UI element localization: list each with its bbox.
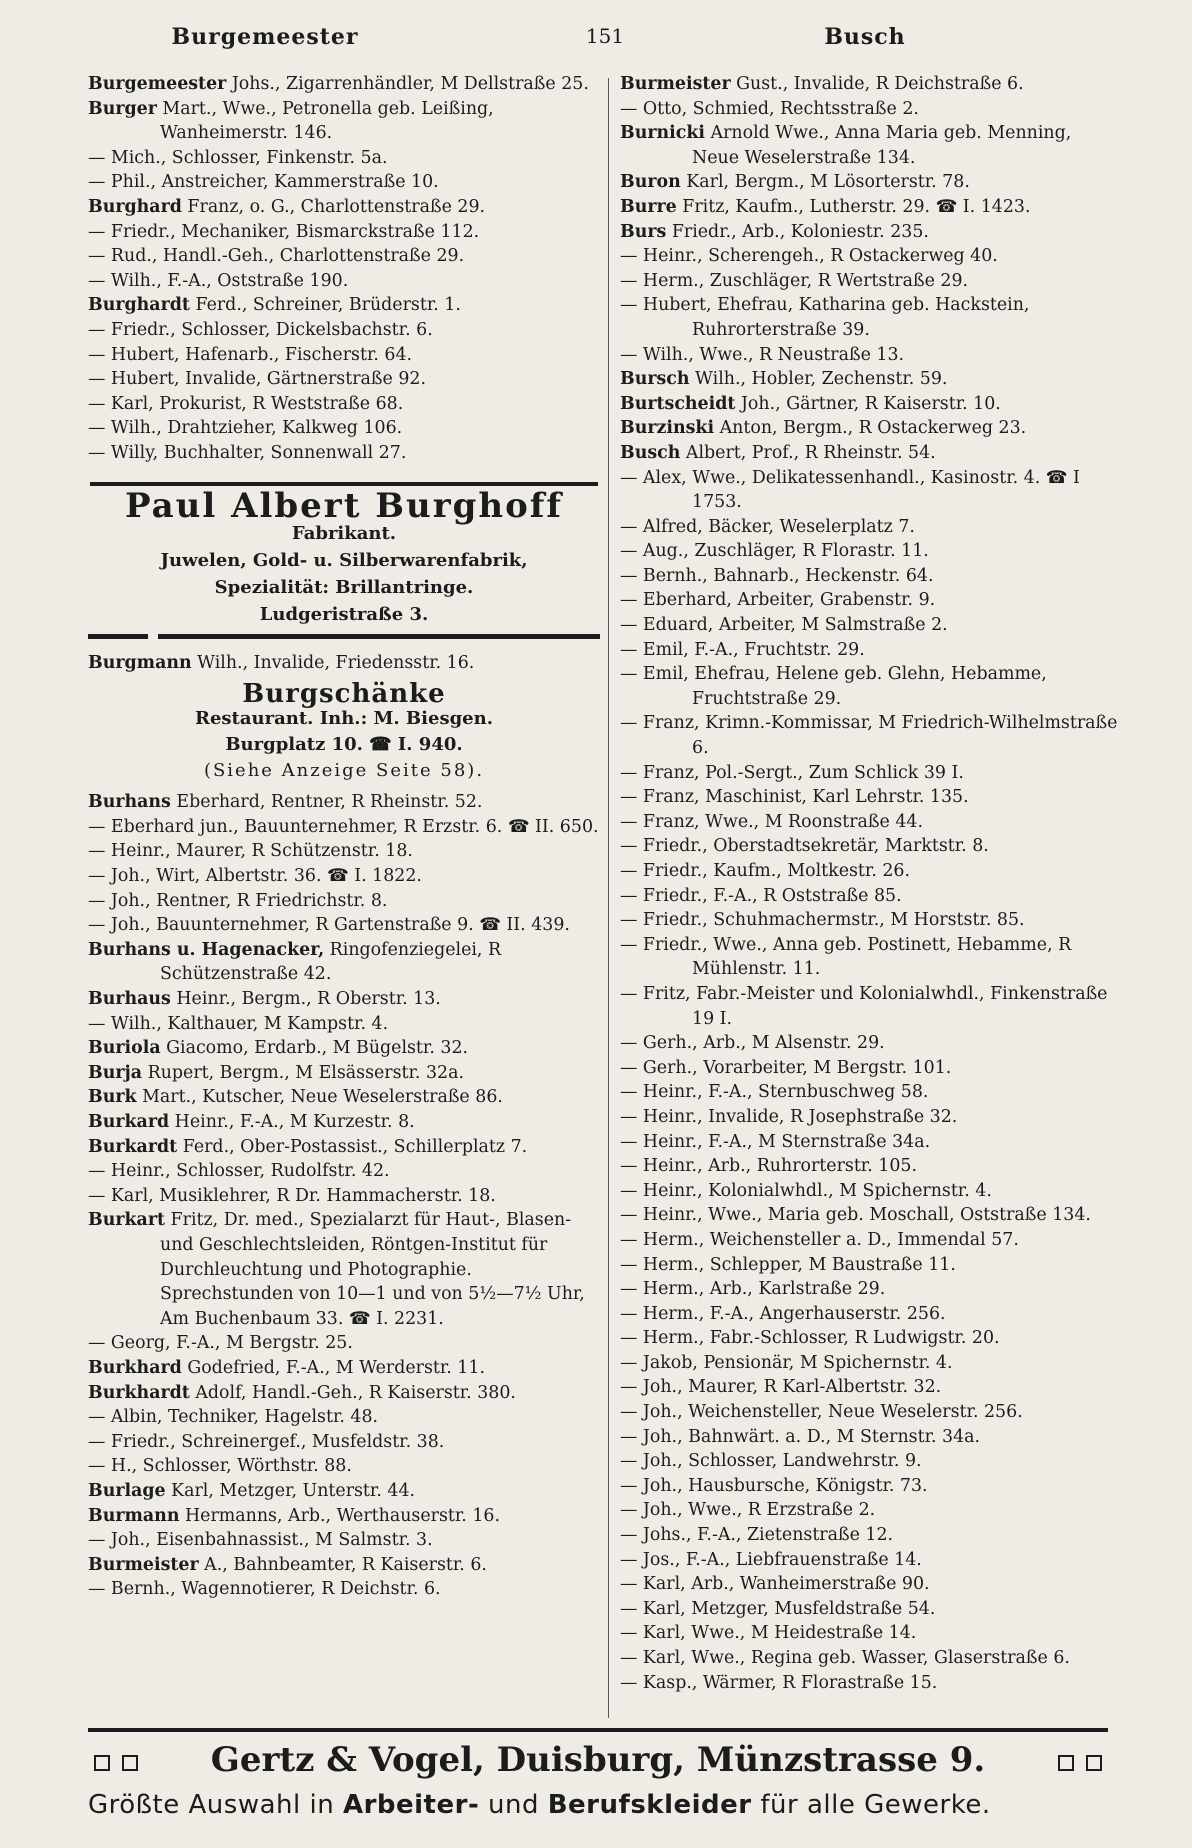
directory-entry xyxy=(88,1159,600,1184)
directory-entry xyxy=(88,1577,600,1602)
directory-entry xyxy=(88,839,600,864)
directory-entry xyxy=(620,859,1120,884)
entry-details: Karl, Bergm., M Lösorterstr. 78. xyxy=(680,172,970,193)
entry-details: — Friedr., Schlosser, Dickelsbachstr. 6. xyxy=(88,319,433,340)
directory-entry xyxy=(88,1553,600,1578)
directory-entry xyxy=(88,1479,600,1504)
directory-entry xyxy=(620,1375,1120,1400)
footer-text-d: Berufskleider xyxy=(547,1790,752,1820)
entry-details: — Joh., Schlosser, Landwehrstr. 9. xyxy=(620,1451,922,1472)
entry-details: Joh., Gärtner, R Kaiserstr. 10. xyxy=(735,393,1001,414)
square-icon xyxy=(94,1755,110,1771)
directory-entry xyxy=(620,1351,1120,1376)
entry-details: — H., Schlosser, Wörthstr. 88. xyxy=(88,1456,352,1477)
burghoff-advertisement xyxy=(88,482,600,640)
directory-entry xyxy=(620,884,1120,909)
directory-entry xyxy=(88,1085,600,1110)
entry-details: — Herm., F.-A., Angerhauserstr. 256. xyxy=(620,1303,946,1324)
entry-details: — Friedr., F.-A., R Oststraße 85. xyxy=(620,885,902,906)
directory-entry xyxy=(620,638,1120,663)
entry-details: — Franz, Krimn.-Kommissar, M Friedrich-Wilhelmstraße 6. xyxy=(620,713,1118,759)
entry-details: — Georg, F.-A., M Bergstr. 25. xyxy=(88,1333,353,1354)
entry-details: Eberhard, Rentner, R Rheinstr. 52. xyxy=(170,792,483,813)
entry-details: — Friedr., Wwe., Anna geb. Postinett, Hebamme, R Mühlenstr. 11. xyxy=(620,934,1072,980)
entry-details: Wilh., Hobler, Zechenstr. 59. xyxy=(689,369,948,390)
entry-details: — Herm., Zuschläger, R Wertstraße 29. xyxy=(620,270,969,291)
burgschaenke-title: Burgschänke xyxy=(242,678,446,709)
entry-details: Heinr., Bergm., R Oberstr. 13. xyxy=(170,989,441,1010)
directory-entry xyxy=(88,1184,600,1209)
entry-details: — Albin, Techniker, Hagelstr. 48. xyxy=(88,1407,379,1428)
directory-entry xyxy=(620,613,1120,638)
directory-entry xyxy=(620,1302,1120,1327)
square-icon xyxy=(1058,1755,1074,1771)
entry-details: Rupert, Bergm., M Elsässerstr. 32a. xyxy=(142,1062,465,1083)
directory-entry xyxy=(620,908,1120,933)
directory-entry xyxy=(88,913,600,938)
directory-entry xyxy=(620,810,1120,835)
directory-entry xyxy=(620,293,1120,342)
directory-entry xyxy=(88,1356,600,1381)
directory-entry xyxy=(88,269,600,294)
entry-details: Mart., Kutscher, Neue Weselerstraße 86. xyxy=(136,1087,503,1108)
entry-details: — Friedr., Mechaniker, Bismarckstraße 112. xyxy=(88,221,480,242)
entry-details: — Fritz, Fabr.-Meister und Kolonialwhdl., Finkenstraße 19 I. xyxy=(620,983,1108,1029)
entry-surname: Burkhardt xyxy=(88,1382,190,1403)
entry-details: — Heinr., F.-A., Sternbuschweg 58. xyxy=(620,1082,929,1103)
entry-details: — Herm., Weichensteller a. D., Immendal 57. xyxy=(620,1229,1019,1250)
footer-rule xyxy=(88,1728,1108,1732)
directory-entry xyxy=(88,889,600,914)
entry-details: Hermanns, Arb., Werthauserstr. 16. xyxy=(179,1505,500,1526)
entry-details: Godefried, F.-A., M Werderstr. 11. xyxy=(181,1357,485,1378)
entry-details: — Aug., Zuschläger, R Florastr. 11. xyxy=(620,541,929,562)
entry-details: — Franz, Wwe., M Roonstraße 44. xyxy=(620,811,923,832)
ad-top-rule xyxy=(90,482,598,486)
directory-entry xyxy=(88,220,600,245)
directory-entry xyxy=(88,1036,600,1061)
entry-surname: Burja xyxy=(88,1062,143,1083)
directory-entry xyxy=(620,761,1120,786)
right-column xyxy=(620,72,1120,1695)
entry-details: Johs., Zigarrenhändler, M Dellstraße 25. xyxy=(226,74,589,94)
entry-details: — Hubert, Hafenarb., Fischerstr. 64. xyxy=(88,344,413,365)
entry-surname: Bursch xyxy=(620,369,690,390)
entry-details: — Friedr., Oberstadtsekretär, Marktstr. 8. xyxy=(620,836,989,857)
entry-details: — Heinr., Maurer, R Schützenstr. 18. xyxy=(88,841,413,862)
directory-entry xyxy=(620,220,1120,245)
ad-line-address: Ludgeristraße 3. xyxy=(259,604,429,626)
entry-surname: Burkard xyxy=(88,1112,170,1132)
directory-entry xyxy=(88,1454,600,1479)
entry-surname: Burre xyxy=(620,196,677,217)
ad-bottom-rule xyxy=(88,634,600,639)
directory-entry xyxy=(620,1031,1120,1056)
directory-entry xyxy=(620,539,1120,564)
directory-entry xyxy=(620,1179,1120,1204)
entry-details: — Bernh., Bahnarb., Heckenstr. 64. xyxy=(620,565,934,586)
left-entries-2 xyxy=(88,651,600,676)
entry-surname: Buron xyxy=(620,172,681,193)
directory-entry xyxy=(88,146,600,171)
header-right-keyword: Busch xyxy=(824,24,906,50)
entry-details: Fritz, Kaufm., Lutherstr. 29. ☎ I. 1423. xyxy=(676,196,1031,217)
entry-details: — Wilh., Drahtzieher, Kalkweg 106. xyxy=(88,418,403,439)
entry-details: Heinr., F.-A., M Kurzestr. 8. xyxy=(169,1112,415,1132)
entry-details: — Franz, Maschinist, Karl Lehrstr. 135. xyxy=(620,787,969,808)
entry-details: — Gerh., Vorarbeiter, M Bergstr. 101. xyxy=(620,1057,952,1078)
entry-details: A., Bahnbeamter, R Kaiserstr. 6. xyxy=(198,1554,487,1575)
entry-details: — Herm., Fabr.-Schlosser, R Ludwigstr. 20. xyxy=(620,1328,1000,1349)
entry-details: — Willy, Buchhalter, Sonnenwall 27. xyxy=(88,442,407,463)
entry-details: Friedr., Arb., Koloniestr. 235. xyxy=(666,221,929,242)
directory-entry xyxy=(620,392,1120,417)
directory-entry xyxy=(620,1400,1120,1425)
entry-details: — Joh., Bauunternehmer, R Gartenstraße 9. ☎ II. 439. xyxy=(88,915,570,936)
entry-details: — Karl, Metzger, Musfeldstraße 54. xyxy=(620,1598,936,1619)
entry-details: — Jakob, Pensionär, M Spichernstr. 4. xyxy=(620,1352,953,1373)
directory-entry xyxy=(88,1430,600,1455)
directory-entry xyxy=(88,392,600,417)
directory-entry xyxy=(620,1154,1120,1179)
left-column xyxy=(88,72,600,1602)
entry-surname: Burmeister xyxy=(88,1554,199,1575)
directory-entry xyxy=(88,1331,600,1356)
directory-entry xyxy=(620,1080,1120,1105)
directory-entry xyxy=(88,195,600,220)
entry-surname: Burger xyxy=(88,98,157,119)
directory-entry xyxy=(620,1228,1120,1253)
entry-surname: Buriola xyxy=(88,1038,161,1059)
directory-entry xyxy=(620,1253,1120,1278)
footer-company: Gertz & Vogel, Duisburg, Münzstrasse 9. xyxy=(210,1740,986,1780)
entry-details: — Friedr., Schreinergef., Musfeldstr. 38. xyxy=(88,1431,445,1452)
directory-entry xyxy=(88,815,600,840)
directory-entry xyxy=(88,318,600,343)
directory-entry xyxy=(620,1621,1120,1646)
directory-entry xyxy=(88,1061,600,1086)
directory-entry xyxy=(620,1056,1120,1081)
entry-details: — Karl, Arb., Wanheimerstraße 90. xyxy=(620,1574,930,1595)
directory-entry xyxy=(620,1597,1120,1622)
entry-details: — Wilh., Wwe., R Neustraße 13. xyxy=(620,344,905,365)
directory-entry xyxy=(88,1504,600,1529)
entry-details: — Phil., Anstreicher, Kammerstraße 10. xyxy=(88,172,439,193)
entry-details: — Mich., Schlosser, Finkenstr. 5a. xyxy=(88,147,388,168)
entry-details: — Eberhard jun., Bauunternehmer, R Erzstr. 6. ☎ II. 650. xyxy=(88,816,599,837)
directory-entry xyxy=(620,367,1120,392)
directory-entry xyxy=(620,1646,1120,1671)
footer-text-c: und xyxy=(488,1790,539,1820)
directory-entry xyxy=(620,244,1120,269)
directory-entry xyxy=(88,1135,600,1160)
entry-details: — Joh., Maurer, R Karl-Albertstr. 32. xyxy=(620,1377,942,1398)
entry-surname: Burghardt xyxy=(88,295,190,316)
directory-entry xyxy=(620,1671,1120,1696)
directory-entry xyxy=(620,343,1120,368)
entry-surname: Burhaus xyxy=(88,989,171,1010)
entry-details: Karl, Metzger, Unterstr. 44. xyxy=(165,1480,416,1501)
directory-entry xyxy=(620,195,1120,220)
directory-entry xyxy=(88,416,600,441)
entry-details: — Heinr., Kolonialwhdl., M Spichernstr. 4. xyxy=(620,1180,992,1201)
entry-details: — Hubert, Ehefrau, Katharina geb. Hackstein, Ruhrorterstraße 39. xyxy=(620,295,1030,340)
ad-line-business: Juwelen, Gold- u. Silberwarenfabrik, xyxy=(160,550,528,572)
entry-details: — Eduard, Arbeiter, M Salmstraße 2. xyxy=(620,615,948,636)
right-entries xyxy=(620,72,1120,1695)
entry-details: — Joh., Wirt, Albertstr. 36. ☎ I. 1822. xyxy=(88,866,422,887)
footer-advertisement xyxy=(88,1728,1108,1820)
entry-details: — Emil, F.-A., Fruchtstr. 29. xyxy=(620,639,865,660)
entry-surname: Busch xyxy=(620,442,681,463)
directory-entry xyxy=(88,244,600,269)
directory-entry xyxy=(620,170,1120,195)
entry-surname: Burgemeester xyxy=(88,74,227,94)
entry-details: — Joh., Eisenbahnassist., M Salmstr. 3. xyxy=(88,1530,433,1551)
entry-details: — Joh., Wwe., R Erzstraße 2. xyxy=(620,1500,876,1521)
directory-entry xyxy=(620,1548,1120,1573)
entry-surname: Burnicki xyxy=(620,123,706,144)
entry-details: Giacomo, Erdarb., M Bügelstr. 32. xyxy=(160,1038,469,1059)
burgschaenke-note: (Siehe Anzeige Seite 58). xyxy=(203,760,485,782)
entry-details: Ferd., Schreiner, Brüderstr. 1. xyxy=(189,295,461,316)
page-header xyxy=(0,20,1192,60)
entry-details: — Wilh., Kalthauer, M Kampstr. 4. xyxy=(88,1013,389,1034)
entry-surname: Burghard xyxy=(88,196,182,217)
entry-surname: Burmann xyxy=(88,1505,180,1526)
entry-surname: Burzinski xyxy=(620,418,715,439)
entry-surname: Burs xyxy=(620,221,667,242)
directory-entry xyxy=(620,1572,1120,1597)
directory-entry xyxy=(620,1523,1120,1548)
entry-details: — Otto, Schmied, Rechtsstraße 2. xyxy=(620,98,919,119)
directory-entry xyxy=(620,1474,1120,1499)
entry-details: — Heinr., Scherengeh., R Ostackerweg 40. xyxy=(620,246,998,267)
entry-details: Wilh., Invalide, Friedensstr. 16. xyxy=(191,653,475,674)
entry-details: — Jos., F.-A., Liebfrauenstraße 14. xyxy=(620,1549,922,1570)
entry-details: — Friedr., Kaufm., Moltkestr. 26. xyxy=(620,861,911,881)
directory-entry xyxy=(620,1130,1120,1155)
entry-details: — Heinr., Schlosser, Rudolfstr. 42. xyxy=(88,1161,390,1182)
entry-details: Ringofenziegelei, R Schützenstraße 42. xyxy=(160,939,502,985)
directory-entry xyxy=(620,785,1120,810)
footer-text-a: Größte Auswahl in xyxy=(88,1790,335,1820)
ad-line-specialty: Spezialität: Brillantringe. xyxy=(214,577,474,599)
entry-details: — Joh., Weichensteller, Neue Weselerstr. 256. xyxy=(620,1402,1023,1423)
entry-details: — Herm., Arb., Karlstraße 29. xyxy=(620,1279,886,1300)
entry-surname: Burkhard xyxy=(88,1357,182,1378)
header-left-keyword: Burgemeester xyxy=(171,24,359,50)
directory-entry xyxy=(620,1326,1120,1351)
directory-entry xyxy=(620,933,1120,982)
directory-entry xyxy=(88,441,600,466)
entry-surname: Burk xyxy=(88,1087,137,1108)
burgschaenke-owner: Restaurant. Inh.: M. Biesgen. xyxy=(195,708,493,730)
directory-entry xyxy=(620,1203,1120,1228)
directory-entry xyxy=(88,1528,600,1553)
directory-entry xyxy=(620,982,1120,1031)
footer-line-1 xyxy=(88,1740,1108,1780)
entry-surname: Burgmann xyxy=(88,653,192,674)
entry-details: — Emil, Ehefrau, Helene geb. Glehn, Hebamme, Fruchtstraße 29. xyxy=(620,664,1047,709)
entry-details: — Heinr., F.-A., M Sternstraße 34a. xyxy=(620,1131,931,1152)
square-icon xyxy=(1086,1755,1102,1771)
entry-details: Fritz, Dr. med., Spezialarzt für Haut-, Blasen- und Geschlechtsleiden, Röntgen-Institut für Durchleuchtung und Photographie. Sprechstunden von 10—1 und von 5½—7½ Uhr, Am Buchenbaum 33. ☎ I. 2231. xyxy=(160,1210,585,1329)
directory-entry xyxy=(620,1449,1120,1474)
entry-details: Mart., Wwe., Petronella geb. Leißing, Wanheimerstr. 146. xyxy=(156,98,494,144)
entry-details: Ferd., Ober-Postassist., Schillerplatz 7. xyxy=(177,1136,528,1157)
directory-entry xyxy=(620,466,1120,515)
entry-details: — Eberhard, Arbeiter, Grabenstr. 9. xyxy=(620,590,936,611)
page-number: 151 xyxy=(585,24,625,48)
entry-details: — Alex, Wwe., Delikatessenhandl., Kasinostr. 4. ☎ I 1753. xyxy=(620,467,1080,513)
entry-surname: Burkardt xyxy=(88,1136,178,1157)
entry-details: Adolf, Handl.-Geh., R Kaiserstr. 380. xyxy=(189,1382,516,1403)
directory-entry xyxy=(620,1498,1120,1523)
directory-entry xyxy=(88,864,600,889)
directory-entry xyxy=(620,711,1120,760)
entry-details: — Bernh., Wagennotierer, R Deichstr. 6. xyxy=(88,1579,441,1600)
directory-entry xyxy=(88,1381,600,1406)
directory-entry xyxy=(88,987,600,1012)
entry-surname: Burtscheidt xyxy=(620,393,736,414)
entry-details: — Gerh., Arb., M Alsenstr. 29. xyxy=(620,1033,885,1054)
entry-details: — Hubert, Invalide, Gärtnerstraße 92. xyxy=(88,369,426,390)
entry-details: Gust., Invalide, R Deichstraße 6. xyxy=(730,74,1024,94)
entry-details: — Kasp., Wärmer, R Florastraße 15. xyxy=(620,1672,938,1693)
burgschaenke-block xyxy=(88,678,600,785)
entry-surname: Burhans u. Hagenacker, xyxy=(88,939,325,960)
entry-details: — Herm., Schlepper, M Baustraße 11. xyxy=(620,1254,956,1275)
entry-details: — Rud., Handl.-Geh., Charlottenstraße 29. xyxy=(88,246,465,267)
footer-text-e: für alle Gewerke. xyxy=(760,1790,991,1820)
directory-entry xyxy=(620,564,1120,589)
entry-surname: Burlage xyxy=(88,1480,166,1501)
column-divider xyxy=(608,78,609,1718)
entry-details: — Karl, Wwe., M Heidestraße 14. xyxy=(620,1623,917,1644)
directory-entry xyxy=(620,441,1120,466)
square-icon xyxy=(122,1755,138,1771)
directory-entry xyxy=(620,662,1120,711)
directory-entry xyxy=(88,72,600,97)
directory-entry xyxy=(620,1277,1120,1302)
entry-surname: Burhans xyxy=(88,792,171,813)
directory-entry xyxy=(88,651,600,676)
entry-details: — Heinr., Wwe., Maria geb. Moschall, Oststraße 134. xyxy=(620,1205,1091,1226)
directory-entry xyxy=(620,269,1120,294)
directory-entry xyxy=(88,1208,600,1331)
ad-title: Paul Albert Burghoff xyxy=(124,485,564,526)
directory-entry xyxy=(88,97,600,146)
entry-details: Anton, Bergm., R Ostackerweg 23. xyxy=(714,418,1027,439)
directory-entry xyxy=(88,170,600,195)
directory-entry xyxy=(620,1425,1120,1450)
entry-details: — Franz, Pol.-Sergt., Zum Schlick 39 I. xyxy=(620,762,964,783)
entry-details: — Friedr., Schuhmachermstr., M Horststr. 85. xyxy=(620,910,1025,931)
directory-entry xyxy=(620,416,1120,441)
directory-entry xyxy=(620,121,1120,170)
entry-details: Albert, Prof., R Rheinstr. 54. xyxy=(680,442,936,463)
entry-details: — Heinr., Arb., Ruhrorterstr. 105. xyxy=(620,1156,917,1177)
entry-details: — Johs., F.-A., Zietenstraße 12. xyxy=(620,1525,894,1546)
entry-details: — Joh., Bahnwärt. a. D., M Sternstr. 34a. xyxy=(620,1426,981,1447)
entry-surname: Burmeister xyxy=(620,74,731,94)
directory-entry xyxy=(620,834,1120,859)
directory-entry xyxy=(88,343,600,368)
directory-entry xyxy=(620,515,1120,540)
entry-details: — Heinr., Invalide, R Josephstraße 32. xyxy=(620,1106,958,1127)
left-entries xyxy=(88,72,600,466)
footer-text-b: Arbeiter- xyxy=(342,1790,480,1820)
ad-line-profession: Fabrikant. xyxy=(291,523,397,545)
entry-details: — Wilh., F.-A., Oststraße 190. xyxy=(88,270,349,291)
directory-entry xyxy=(88,790,600,815)
entry-details: — Karl, Wwe., Regina geb. Wasser, Glaserstraße 6. xyxy=(620,1648,1070,1668)
directory-entry xyxy=(88,293,600,318)
directory-entry xyxy=(620,588,1120,613)
burgschaenke-address: Burgplatz 10. ☎ I. 940. xyxy=(225,734,463,756)
directory-entry xyxy=(88,938,600,987)
entry-details: — Karl, Prokurist, R Weststraße 68. xyxy=(88,393,404,414)
entry-surname: Burkart xyxy=(88,1210,166,1231)
directory-entry xyxy=(620,1105,1120,1130)
entry-details: Arnold Wwe., Anna Maria geb. Menning, Neue Weselerstraße 134. xyxy=(692,123,1072,168)
directory-entry xyxy=(88,1012,600,1037)
entry-details: — Karl, Musiklehrer, R Dr. Hammacherstr. 18. xyxy=(88,1185,496,1206)
left-entries-3 xyxy=(88,790,600,1602)
directory-entry xyxy=(88,367,600,392)
entry-details: — Alfred, Bäcker, Weselerplatz 7. xyxy=(620,516,915,537)
entry-details: Franz, o. G., Charlottenstraße 29. xyxy=(181,196,486,217)
entry-details: — Joh., Rentner, R Friedrichstr. 8. xyxy=(88,890,388,911)
directory-entry xyxy=(620,97,1120,122)
directory-entry xyxy=(620,72,1120,97)
footer-line-2 xyxy=(88,1790,1108,1820)
entry-details: — Joh., Hausbursche, Königstr. 73. xyxy=(620,1475,928,1496)
directory-entry xyxy=(88,1405,600,1430)
directory-entry xyxy=(88,1110,600,1135)
